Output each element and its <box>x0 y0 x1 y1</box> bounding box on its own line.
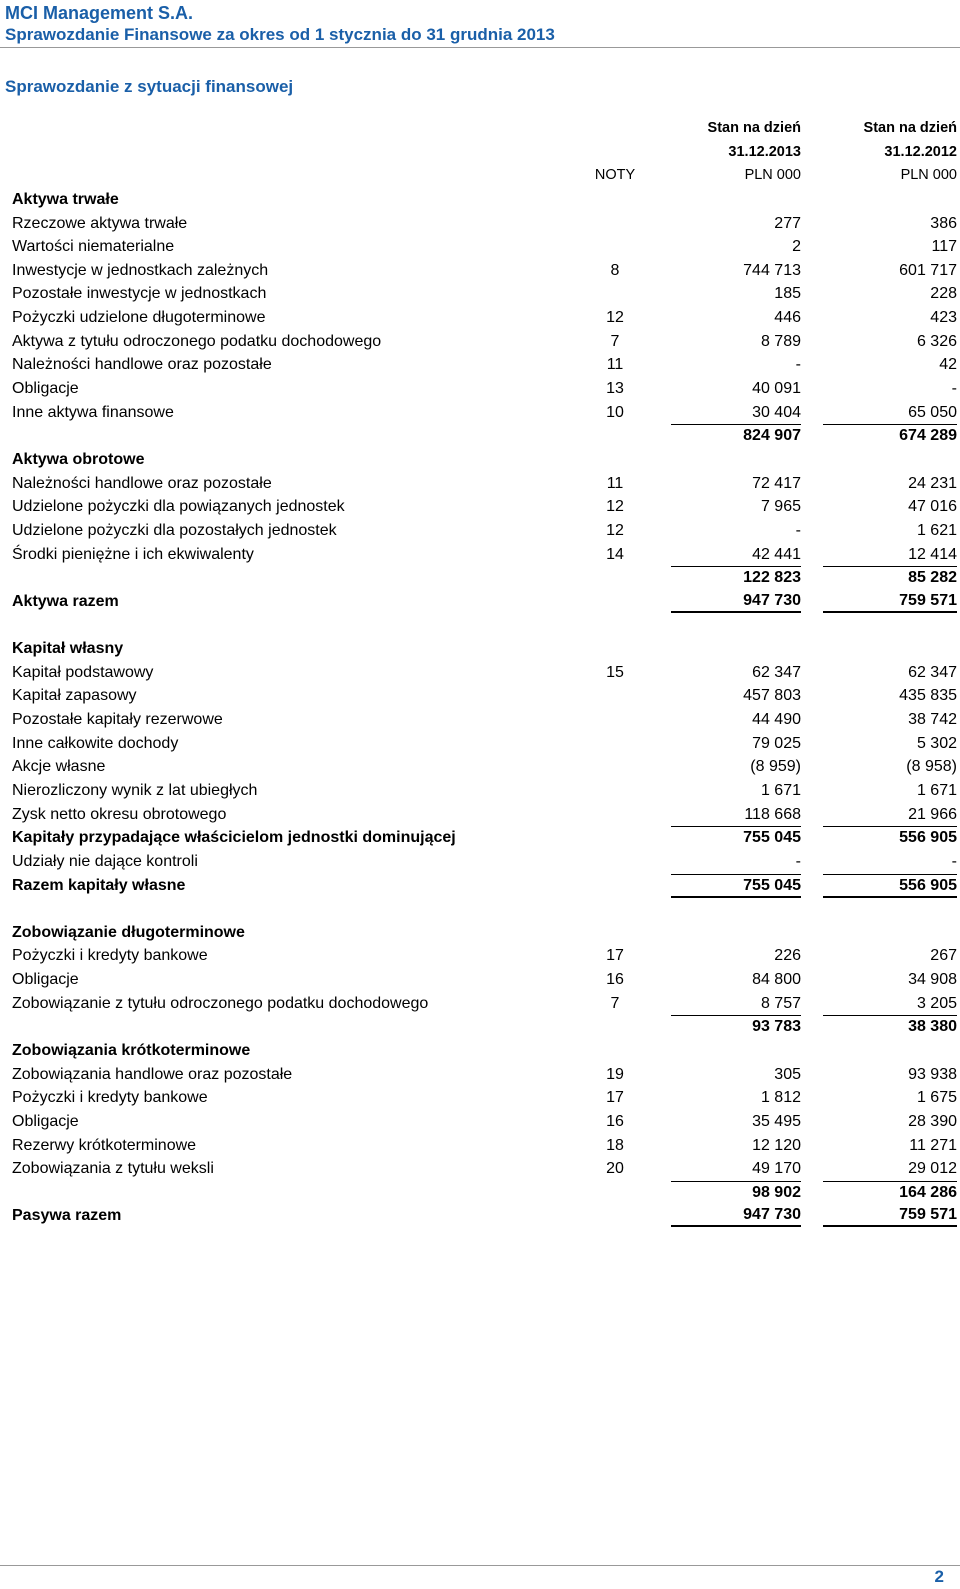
row-value-2013: 12 120 <box>752 1136 801 1154</box>
table-row <box>12 543 957 567</box>
zob-krotko-heading: Zobowiązania krótkoterminowe <box>12 1041 251 1059</box>
section-heading <box>12 921 957 945</box>
kapital-heading: Kapitał własny <box>12 640 124 658</box>
table-row <box>12 944 957 968</box>
table-row <box>12 968 957 992</box>
row-value-2013: 49 170 <box>752 1160 801 1178</box>
section-heading <box>12 637 957 661</box>
row-value-2012: - <box>951 380 957 398</box>
row-value-2013: - <box>795 356 801 374</box>
aktywa-razem-label: Aktywa razem <box>12 592 119 610</box>
row-note: 17 <box>606 947 624 965</box>
row-value-2012: 6 326 <box>916 332 957 350</box>
table-row <box>12 755 957 779</box>
row-value-2013: 8 789 <box>760 332 801 350</box>
balance-sheet-table <box>12 117 957 1228</box>
row-label: Rezerwy krótkoterminowe <box>12 1136 197 1154</box>
table-row <box>12 212 957 236</box>
row-value-2012: 65 050 <box>908 403 957 421</box>
zob-krotko-total-2012: 164 286 <box>823 1181 957 1204</box>
table-row <box>12 661 957 685</box>
kapital-dominujacej-2012: 556 905 <box>823 826 957 849</box>
row-label: Inne aktywa finansowe <box>12 403 174 421</box>
row-value-2012: 21 966 <box>908 805 957 823</box>
row-value-2013: 2 <box>792 238 801 256</box>
v1-unit: PLN 000 <box>744 167 801 184</box>
row-value-2013: (8 959) <box>750 758 801 776</box>
row-note: 12 <box>606 498 624 516</box>
table-row <box>12 519 957 543</box>
notes-header: NOTY <box>594 167 636 184</box>
row-value-2013: 446 <box>774 309 801 327</box>
section-heading <box>12 1039 957 1063</box>
row-note: 13 <box>606 380 624 398</box>
v1-header-line2: 31.12.2013 <box>728 143 801 160</box>
table-row <box>12 708 957 732</box>
row-value-2013: 305 <box>774 1065 801 1083</box>
v2-unit: PLN 000 <box>900 167 957 184</box>
row-value-2012: (8 958) <box>906 758 957 776</box>
row-label: Obligacje <box>12 1112 79 1130</box>
row-value-2013: 8 757 <box>760 994 801 1012</box>
section-title: Sprawozdanie z sytuacji finansowej <box>5 77 294 96</box>
row-note: 18 <box>606 1136 624 1154</box>
table-row <box>12 684 957 708</box>
zob-krotko-total-2013: 98 902 <box>671 1181 801 1204</box>
row-value-2012: 435 835 <box>899 687 957 705</box>
row-value-2013: 457 803 <box>743 687 801 705</box>
row-label: Kapitał zapasowy <box>12 687 137 705</box>
row-value-2013: 62 347 <box>752 663 801 681</box>
table-row <box>12 495 957 519</box>
niekontrolujace-label: Udziały nie dające kontroli <box>12 852 198 870</box>
row-value-2013: 35 495 <box>752 1112 801 1130</box>
pasywa-razem-2012: 759 571 <box>823 1204 957 1227</box>
row-value-2013: 7 965 <box>760 498 801 516</box>
table-row <box>12 235 957 259</box>
row-value-2012: 228 <box>930 285 957 303</box>
page-number: 2 <box>934 1567 944 1586</box>
zob-dlugo-total-2013: 93 783 <box>671 1015 801 1038</box>
kapital-razem-label: Razem kapitały własne <box>12 876 186 894</box>
row-value-2013: 42 441 <box>752 545 801 563</box>
row-label: Aktywa z tytułu odroczonego podatku dochodowego <box>12 332 382 350</box>
zob-dlugo-heading: Zobowiązanie długoterminowe <box>12 923 245 941</box>
row-value-2012: 42 <box>939 356 957 374</box>
aktywa-razem-2013: 947 730 <box>671 590 801 613</box>
aktywa-trwale-total-2013: 824 907 <box>671 424 801 447</box>
table-row <box>12 850 957 874</box>
column-header-row-1 <box>12 117 957 141</box>
row-note: 11 <box>606 474 624 492</box>
report-title: Sprawozdanie Finansowe za okres od 1 stycznia do 31 grudnia 2013 <box>5 25 555 44</box>
row-label: Pozostałe inwestycje w jednostkach <box>12 285 267 303</box>
row-value-2012: 3 205 <box>916 994 957 1012</box>
row-value-2013: 744 713 <box>743 261 801 279</box>
company-name: MCI Management S.A. <box>5 3 194 23</box>
grand-total-row <box>12 1204 957 1228</box>
row-value-2012: 29 012 <box>908 1160 957 1178</box>
row-value-2012: 47 016 <box>908 498 957 516</box>
footer-divider <box>0 1565 960 1566</box>
row-label: Środki pieniężne i ich ekwiwalenty <box>12 545 254 563</box>
row-value-2013: 30 404 <box>752 403 801 421</box>
section-heading <box>12 188 957 212</box>
table-row <box>12 992 957 1016</box>
subtotal-row <box>12 826 957 850</box>
table-row <box>12 472 957 496</box>
row-label: Udzielone pożyczki dla pozostałych jednostek <box>12 521 337 539</box>
row-note: 12 <box>606 521 624 539</box>
row-note: 10 <box>606 403 624 421</box>
row-value-2012: 34 908 <box>908 971 957 989</box>
row-value-2012: 11 271 <box>909 1136 957 1154</box>
table-row <box>12 1110 957 1134</box>
row-value-2012: 38 742 <box>908 711 957 729</box>
row-label: Pożyczki i kredyty bankowe <box>12 1089 208 1107</box>
table-row <box>12 401 957 425</box>
row-label: Wartości niematerialne <box>12 238 175 256</box>
kapital-razem-2013: 755 045 <box>671 874 801 898</box>
table-row <box>12 330 957 354</box>
row-label: Należności handlowe oraz pozostałe <box>12 474 272 492</box>
kapital-razem-2012: 556 905 <box>823 874 957 898</box>
subtotal-row <box>12 1181 957 1205</box>
table-row <box>12 1063 957 1087</box>
aktywa-trwale-heading: Aktywa trwałe <box>12 190 119 208</box>
row-note: 7 <box>610 332 620 350</box>
kapital-dominujacej-2013: 755 045 <box>671 826 801 849</box>
row-note: 11 <box>606 356 624 374</box>
table-row <box>12 732 957 756</box>
table-row <box>12 779 957 803</box>
row-value-2013: 72 417 <box>752 474 801 492</box>
row-value-2012: 1 675 <box>916 1089 957 1107</box>
row-value-2012: 1 621 <box>916 521 957 539</box>
niekontrolujace-2012: - <box>951 852 957 870</box>
table-row <box>12 377 957 401</box>
row-label: Zobowiązanie z tytułu odroczonego podatku dochodowego <box>12 994 429 1012</box>
row-value-2012: 1 671 <box>916 781 957 799</box>
row-label: Obligacje <box>12 971 79 989</box>
aktywa-obrotowe-total-2012: 85 282 <box>823 566 957 589</box>
table-row <box>12 1086 957 1110</box>
column-header-row-3 <box>12 164 957 188</box>
pasywa-razem-2013: 947 730 <box>671 1204 801 1227</box>
v2-header-line2: 31.12.2012 <box>884 143 957 160</box>
row-note: 8 <box>610 261 620 279</box>
row-value-2012: 423 <box>930 309 957 327</box>
row-note: 12 <box>606 309 624 327</box>
table-row <box>12 1157 957 1181</box>
row-label: Obligacje <box>12 380 79 398</box>
row-value-2013: 84 800 <box>752 971 801 989</box>
row-value-2012: 28 390 <box>908 1112 957 1130</box>
grand-total-row <box>12 590 957 614</box>
table-row <box>12 259 957 283</box>
row-label: Zobowiązania handlowe oraz pozostałe <box>12 1065 293 1083</box>
subtotal-row <box>12 566 957 590</box>
table-row <box>12 803 957 827</box>
aktywa-obrotowe-total-2013: 122 823 <box>671 566 801 589</box>
row-label: Rzeczowe aktywa trwałe <box>12 214 188 232</box>
header-divider <box>0 47 960 48</box>
row-value-2012: 24 231 <box>908 474 957 492</box>
row-note: 19 <box>606 1065 624 1083</box>
row-value-2013: - <box>795 521 801 539</box>
row-label: Należności handlowe oraz pozostałe <box>12 356 272 374</box>
row-value-2012: 117 <box>931 238 957 256</box>
row-label: Nierozliczony wynik z lat ubiegłych <box>12 781 258 799</box>
section-heading <box>12 448 957 472</box>
aktywa-trwale-total-2012: 674 289 <box>823 424 957 447</box>
v2-header-line1: Stan na dzień <box>863 120 957 136</box>
row-note: 16 <box>606 1112 624 1130</box>
row-value-2013: 1 812 <box>760 1089 801 1107</box>
row-value-2013: 1 671 <box>760 781 801 799</box>
row-note: 7 <box>610 994 620 1012</box>
row-value-2013: 226 <box>774 947 801 965</box>
row-note: 17 <box>606 1089 624 1107</box>
column-header-row-2 <box>12 141 957 165</box>
row-value-2012: 386 <box>930 214 957 232</box>
row-label: Pozostałe kapitały rezerwowe <box>12 711 223 729</box>
niekontrolujace-2013: - <box>795 852 801 870</box>
row-label: Inwestycje w jednostkach zależnych <box>12 261 269 279</box>
row-label: Zysk netto okresu obrotowego <box>12 805 227 823</box>
zob-dlugo-total-2012: 38 380 <box>823 1015 957 1038</box>
row-value-2012: 601 717 <box>899 261 957 279</box>
row-note: 16 <box>606 971 624 989</box>
row-note: 14 <box>606 545 624 563</box>
row-note: 20 <box>606 1160 624 1178</box>
row-label: Akcje własne <box>12 758 106 776</box>
v1-header-line1: Stan na dzień <box>707 120 801 136</box>
row-value-2012: 12 414 <box>908 545 957 563</box>
grand-total-row <box>12 874 957 898</box>
row-value-2013: 277 <box>774 214 801 232</box>
row-label: Zobowiązania z tytułu weksli <box>12 1160 214 1178</box>
table-row <box>12 353 957 377</box>
aktywa-obrotowe-heading: Aktywa obrotowe <box>12 450 145 468</box>
subtotal-row <box>12 424 957 448</box>
row-value-2013: 79 025 <box>752 734 801 752</box>
table-row <box>12 282 957 306</box>
row-label: Pożyczki udzielone długoterminowe <box>12 309 266 327</box>
row-note: 15 <box>606 663 624 681</box>
aktywa-razem-2012: 759 571 <box>823 590 957 613</box>
kapital-dominujacej-label: Kapitały przypadające właścicielom jednostki dominującej <box>12 829 456 847</box>
row-value-2013: 118 668 <box>744 805 801 823</box>
pasywa-razem-label: Pasywa razem <box>12 1207 122 1225</box>
table-row <box>12 1134 957 1158</box>
row-value-2012: 267 <box>930 947 957 965</box>
row-value-2013: 185 <box>774 285 801 303</box>
row-label: Kapitał podstawowy <box>12 663 154 681</box>
row-value-2012: 5 302 <box>916 734 957 752</box>
row-label: Udzielone pożyczki dla powiązanych jednostek <box>12 498 345 516</box>
row-value-2012: 62 347 <box>908 663 957 681</box>
row-value-2013: 44 490 <box>752 711 801 729</box>
row-value-2012: 93 938 <box>908 1065 957 1083</box>
row-value-2013: 40 091 <box>752 380 801 398</box>
row-label: Pożyczki i kredyty bankowe <box>12 947 208 965</box>
table-row <box>12 306 957 330</box>
row-label: Inne całkowite dochody <box>12 734 179 752</box>
subtotal-row <box>12 1015 957 1039</box>
